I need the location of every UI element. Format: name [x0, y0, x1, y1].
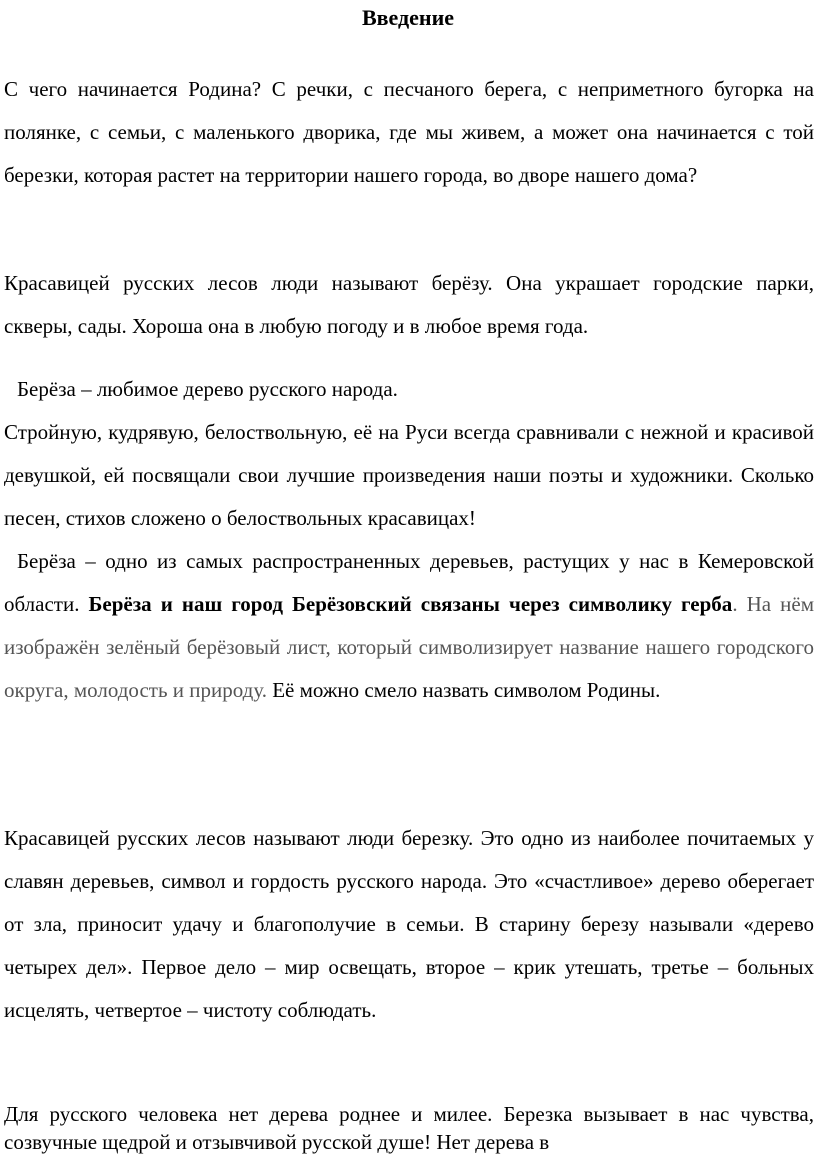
paragraph-closing: Для русского человека нет дерева роднее и милее. Березка вызывает в нас чувства, созвучные щедрой и отзывчивой русской душе! Нет дерева в: [4, 1102, 814, 1154]
paragraph-birch-beauty: Красавицей русских лесов люди называют берёзу. Она украшает городские парки, скверы, сады. Хороша она в любую погоду и в любое время года.: [4, 271, 814, 338]
paragraph-four-deeds: Красавицей русских лесов называют люди березку. Это одно из наиболее почитаемых у славян деревьев, символ и гордость русского народа. Это «счастливое» дерево оберегает от зла, приносит удачу и благополучие в семьи. В старину березу называли «дерево четырех дел». Первое дело – мир освещать, второе – крик утешать, третье – больных исцелять, четвертое – чистоту соблюдать.: [4, 826, 814, 1022]
paragraph-slender-birch: Стройную, кудрявую, белоствольную, её на Руси всегда сравнивали с нежной и красивой девушкой, ей посвящали свои лучшие произведения наши поэты и художники. Сколько песен, стихов сложено о белоствольных красавицах!: [4, 420, 814, 530]
paragraph-intro: С чего начинается Родина? С речки, с песчаного берега, с неприметного бугорка на полянке, с семьи, с маленького дворика, где мы живем, а может она начинается с той березки, которая растет на территории нашего города, во дворе нашего дома?: [4, 77, 814, 187]
coat-of-arms-bold-text: Берёза и наш город Берёзовский связаны через символику герба: [88, 592, 733, 616]
paragraph-favorite-tree: Берёза – любимое дерево русского народа.: [17, 377, 398, 401]
coat-of-arms-text-end: Её можно смело назвать символом Родины.: [266, 678, 661, 702]
coat-of-arms-grey-text: . На нём изображён зелёный берёзовый лист, который символизирует название нашего городского округа, молодость и природу.: [4, 592, 815, 702]
page-title: Введение: [361, 5, 455, 30]
coat-of-arms-text-start: Берёза – одно из самых распространенных деревьев, растущих у нас в Кемеровской области.: [4, 549, 814, 616]
paragraph-coat-of-arms: [4, 540, 814, 712]
